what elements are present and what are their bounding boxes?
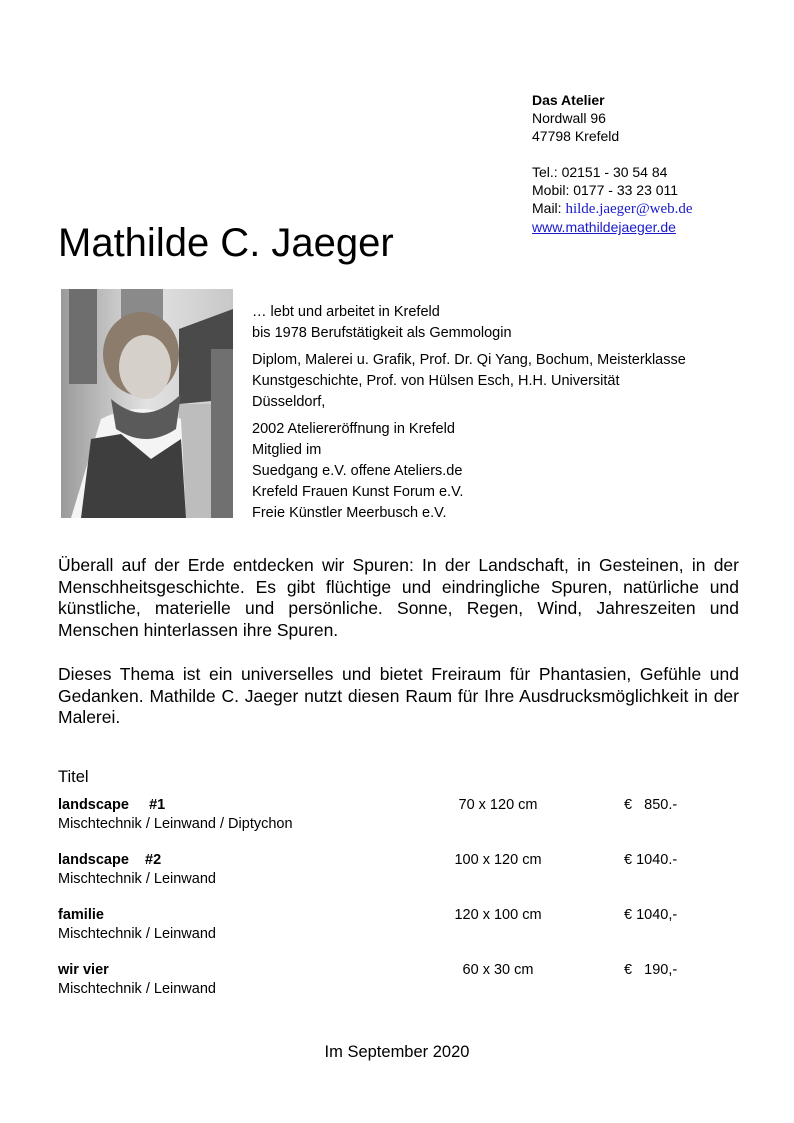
mail-address-link[interactable]: hilde.jaeger@web.de <box>565 201 693 217</box>
bio-line: Suedgang e.V. offene Ateliers.de <box>252 463 463 479</box>
work-title: familie <box>58 907 104 923</box>
bio-line: Diplom, Malerei u. Grafik, Prof. Dr. Qi Yang, Bochum, Meisterklasse <box>252 352 686 368</box>
bio-line: bis 1978 Berufstätigkeit als Gemmologin <box>252 325 512 341</box>
work-technique: Mischtechnik / Leinwand / Diptychon <box>58 816 293 832</box>
work-item <box>58 851 698 889</box>
bio-line: 2002 Ateliereröffnung in Krefeld <box>252 421 455 437</box>
work-title: landscape #2 <box>58 852 162 868</box>
telephone: Tel.: 02151 - 30 54 84 <box>532 164 668 180</box>
mail-label: Mail: <box>532 200 566 216</box>
bio-line: … lebt und arbeitet in Krefeld <box>252 304 440 320</box>
bio-line: Krefeld Frauen Kunst Forum e.V. <box>252 484 464 500</box>
work-size: 100 x 120 cm <box>454 852 542 868</box>
work-price: € 190,- <box>624 962 678 978</box>
work-price: € 1040.- <box>624 852 678 868</box>
work-size: 120 x 100 cm <box>454 907 542 923</box>
works-heading: Titel <box>58 768 89 786</box>
bio-line: Kunstgeschichte, Prof. von Hülsen Esch, H.H. Universität <box>252 373 620 389</box>
portrait-photo <box>61 289 233 518</box>
bio-line: Freie Künstler Meerbusch e.V. <box>252 505 447 521</box>
work-item <box>58 961 698 999</box>
intro-paragraph: Überall auf der Erde entdecken wir Spuren: In der Landschaft, in Gesteinen, in der Menschheitsgeschichte. Es gibt flüchtige und eindringliche Spuren, natürliche und künstliche, materielle und persönliche. Sonne, Regen, Wind, Jahreszeiten und Menschen hinterlassen ihre Spuren. <box>58 555 739 640</box>
city: 47798 Krefeld <box>532 128 620 144</box>
work-price: € 1040,- <box>624 907 678 923</box>
work-item <box>58 906 698 944</box>
work-size: 70 x 120 cm <box>458 797 538 813</box>
portrait-photo-icon <box>61 289 233 518</box>
contact-block <box>532 91 693 236</box>
work-item <box>58 796 698 834</box>
bio-line: Düsseldorf, <box>252 394 326 410</box>
work-technique: Mischtechnik / Leinwand <box>58 981 216 997</box>
bio-line: Mitglied im <box>252 442 322 458</box>
work-size: 60 x 30 cm <box>462 962 534 978</box>
footer-date: Im September 2020 <box>324 1043 470 1061</box>
biography <box>252 302 742 524</box>
mobile: Mobil: 0177 - 33 23 011 <box>532 182 679 198</box>
theme-paragraph: Dieses Thema ist ein universelles und bietet Freiraum für Phantasien, Gefühle und Gedanken. Mathilde C. Jaeger nutzt diesen Raum für Ihre Ausdrucksmöglichkeit in der Malerei. <box>58 664 739 727</box>
work-title: wir vier <box>58 962 109 978</box>
work-technique: Mischtechnik / Leinwand <box>58 871 216 887</box>
work-price: € 850.- <box>624 797 678 813</box>
work-technique: Mischtechnik / Leinwand <box>58 926 216 942</box>
atelier-heading: Das Atelier <box>532 92 605 108</box>
mail-line <box>532 199 693 218</box>
artist-name: Mathilde C. Jaeger <box>58 221 394 265</box>
website-link[interactable]: www.mathildejaeger.de <box>532 219 676 235</box>
work-title: landscape #1 <box>58 797 166 813</box>
street: Nordwall 96 <box>532 110 606 126</box>
